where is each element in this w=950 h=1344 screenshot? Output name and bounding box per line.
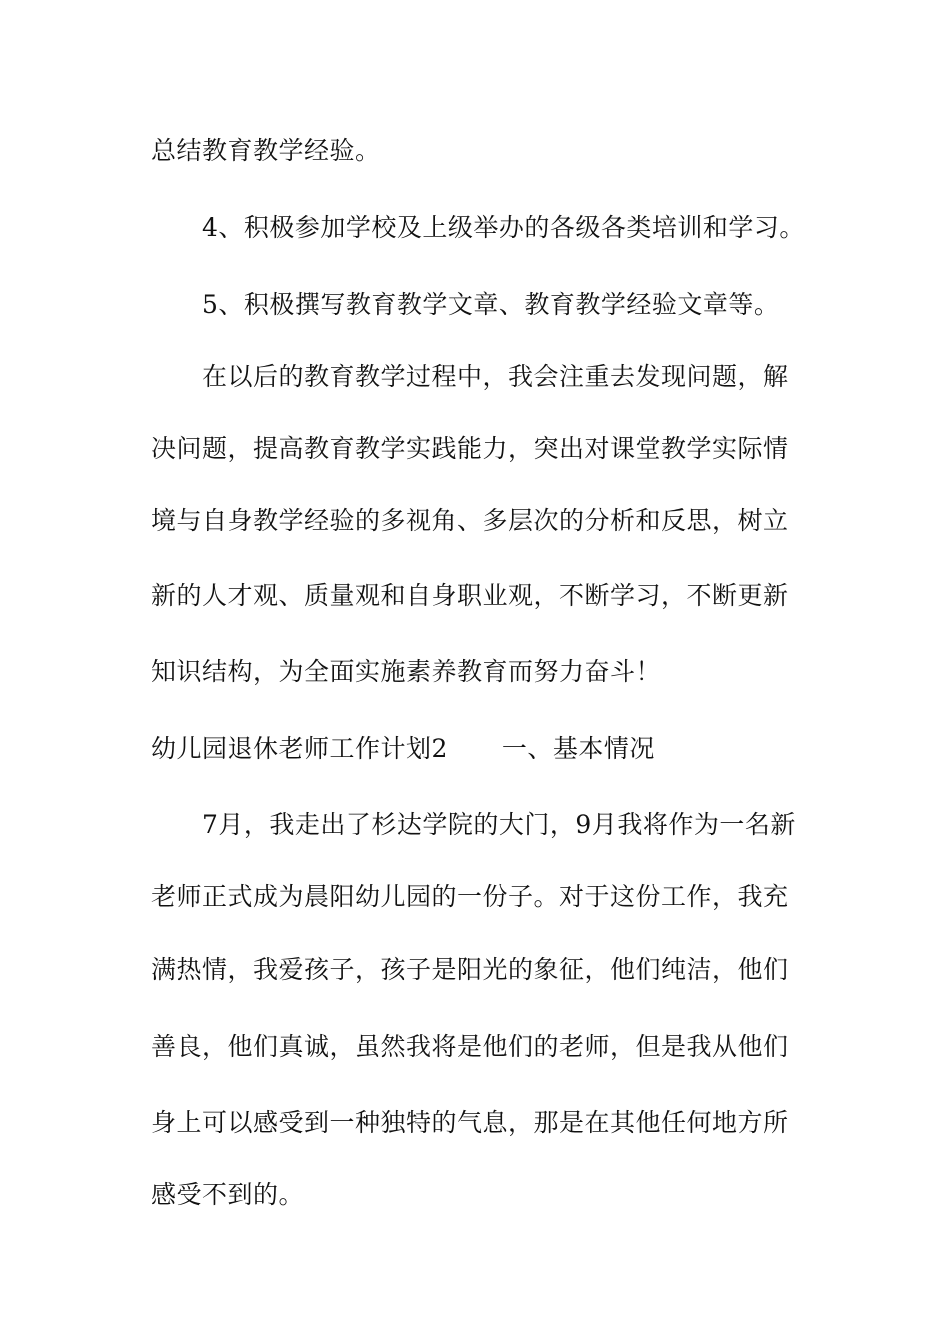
- list-item-5: 5、积极撰写教育教学文章、教育教学经验文章等。: [202, 290, 780, 319]
- paragraph-line: 身上可以感受到一种独特的气息，那是在其他任何地方所: [151, 1108, 789, 1137]
- paragraph-line: 境与自身教学经验的多视角、多层次的分析和反思，树立: [151, 506, 789, 535]
- section-heading: [151, 734, 655, 764]
- paragraph-line: 决问题，提高教育教学实践能力，突出对课堂教学实际情: [151, 434, 789, 463]
- paragraph-line: 满热情，我爱孩子，孩子是阳光的象征，他们纯洁，他们: [151, 955, 789, 984]
- paragraph-line: 7月，我走出了杉达学院的大门，9月我将作为一名新: [202, 810, 796, 839]
- paragraph-line: 知识结构，为全面实施素养教育而努力奋斗！: [151, 657, 662, 686]
- paragraph-line: 总结教育教学经验。: [151, 136, 381, 165]
- paragraph-line: 老师正式成为晨阳幼儿园的一份子。对于这份工作，我充: [151, 882, 789, 911]
- heading-section: 一、基本情况: [501, 734, 655, 763]
- paragraph-line: 感受不到的。: [151, 1180, 305, 1209]
- heading-title: 幼儿园退休老师工作计划2: [151, 734, 448, 763]
- paragraph-line: 新的人才观、质量观和自身职业观，不断学习，不断更新: [151, 581, 789, 610]
- paragraph-line: 在以后的教育教学过程中，我会注重去发现问题，解: [202, 362, 789, 391]
- list-item-4: 4、积极参加学校及上级举办的各级各类培训和学习。: [202, 213, 805, 242]
- paragraph-line: 善良，他们真诚，虽然我将是他们的老师，但是我从他们: [151, 1032, 789, 1061]
